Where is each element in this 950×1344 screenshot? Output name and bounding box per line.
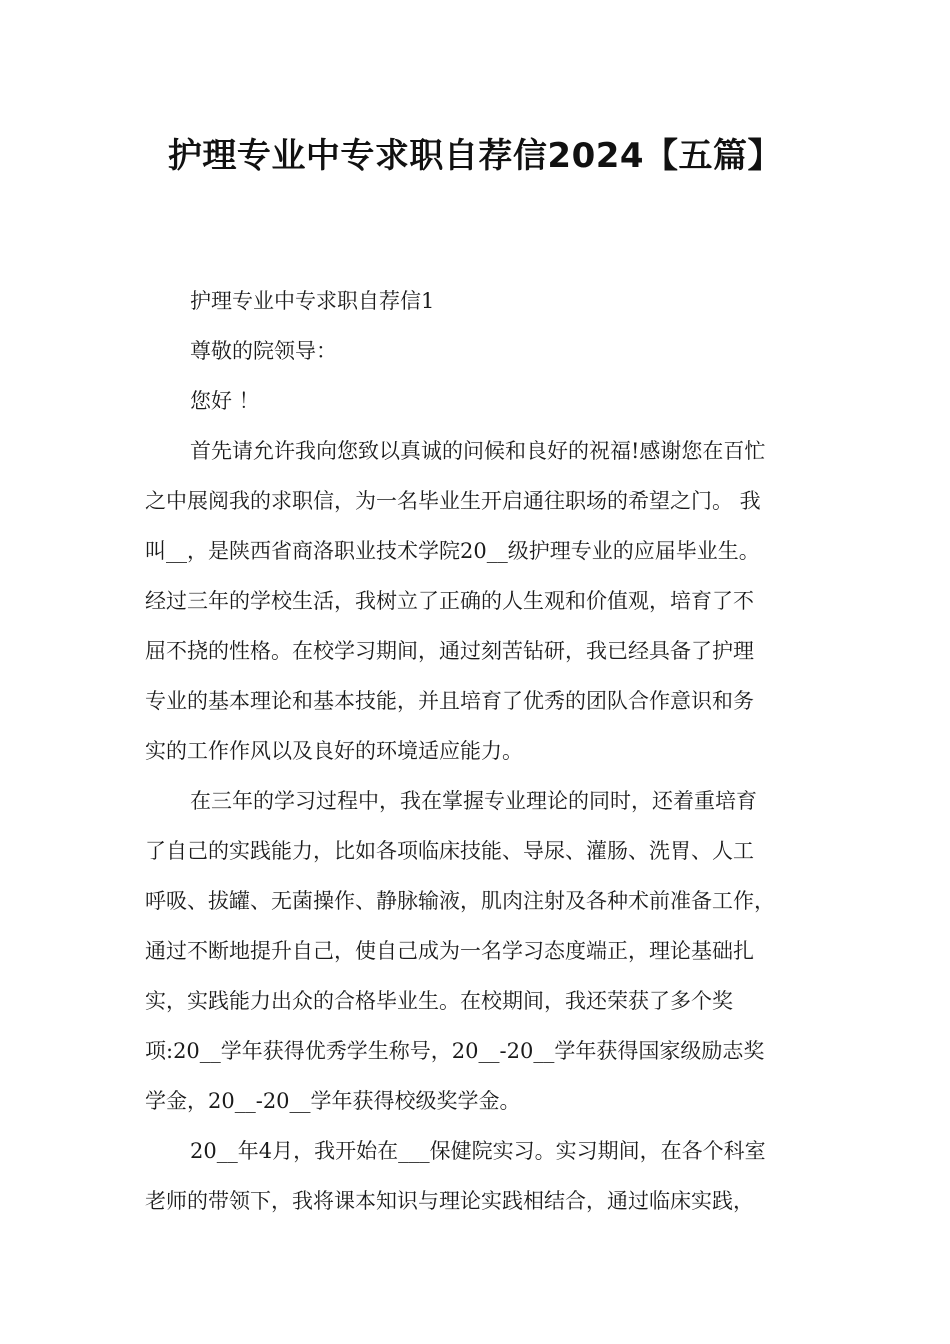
- paragraph-2-line-5: 实，实践能力出众的合格毕业生。在校期间，我还荣获了多个奖: [145, 989, 733, 1013]
- paragraph-2-line-3: 呼吸、拔罐、无菌操作、静脉输液，肌肉注射及各种术前准备工作，: [145, 889, 775, 913]
- paragraph-1-line-1: 首先请允许我向您致以真诚的问候和良好的祝福!感谢您在百忙: [190, 439, 766, 463]
- salutation: 尊敬的院领导：: [190, 339, 337, 363]
- paragraph-3-line-2: 老师的带领下，我将课本知识与理论实践相结合，通过临床实践，: [145, 1189, 754, 1213]
- paragraph-1-line-6: 专业的基本理论和基本技能，并且培育了优秀的团队合作意识和务: [145, 689, 754, 713]
- paragraph-2-line-4: 通过不断地提升自己，使自己成为一名学习态度端正，理论基础扎: [145, 939, 754, 963]
- paragraph-1-line-3: 叫__，是陕西省商洛职业技术学院20__级护理专业的应届毕业生。: [145, 539, 760, 563]
- paragraph-1-line-5: 屈不挠的性格。在校学习期间，通过刻苦钻研，我已经具备了护理: [145, 639, 754, 663]
- letter-heading: 护理专业中专求职自荐信1: [190, 289, 435, 313]
- paragraph-3-line-1: 20__年4月，我开始在___保健院实习。实习期间，在各个科室: [190, 1139, 766, 1163]
- greeting: 您好 ！: [190, 389, 260, 413]
- paragraph-2-line-7: 学金，20__-20__学年获得校级奖学金。: [145, 1089, 521, 1113]
- paragraph-2-line-2: 了自己的实践能力，比如各项临床技能、导尿、灌肠、洗胃、人工: [145, 839, 754, 863]
- paragraph-1-line-2: 之中展阅我的求职信，为一名毕业生开启通往职场的希望之门。 我: [145, 489, 761, 513]
- paragraph-2-line-1: 在三年的学习过程中，我在掌握专业理论的同时，还着重培育: [190, 789, 757, 813]
- paragraph-1-line-7: 实的工作作风以及良好的环境适应能力。: [145, 739, 523, 763]
- paragraph-1-line-4: 经过三年的学校生活，我树立了正确的人生观和价值观，培育了不: [145, 589, 754, 613]
- document-title: 护理专业中专求职自荐信2024【五篇】: [167, 136, 783, 176]
- paragraph-2-line-6: 项:20__学年获得优秀学生称号，20__-20__学年获得国家级励志奖: [145, 1039, 765, 1063]
